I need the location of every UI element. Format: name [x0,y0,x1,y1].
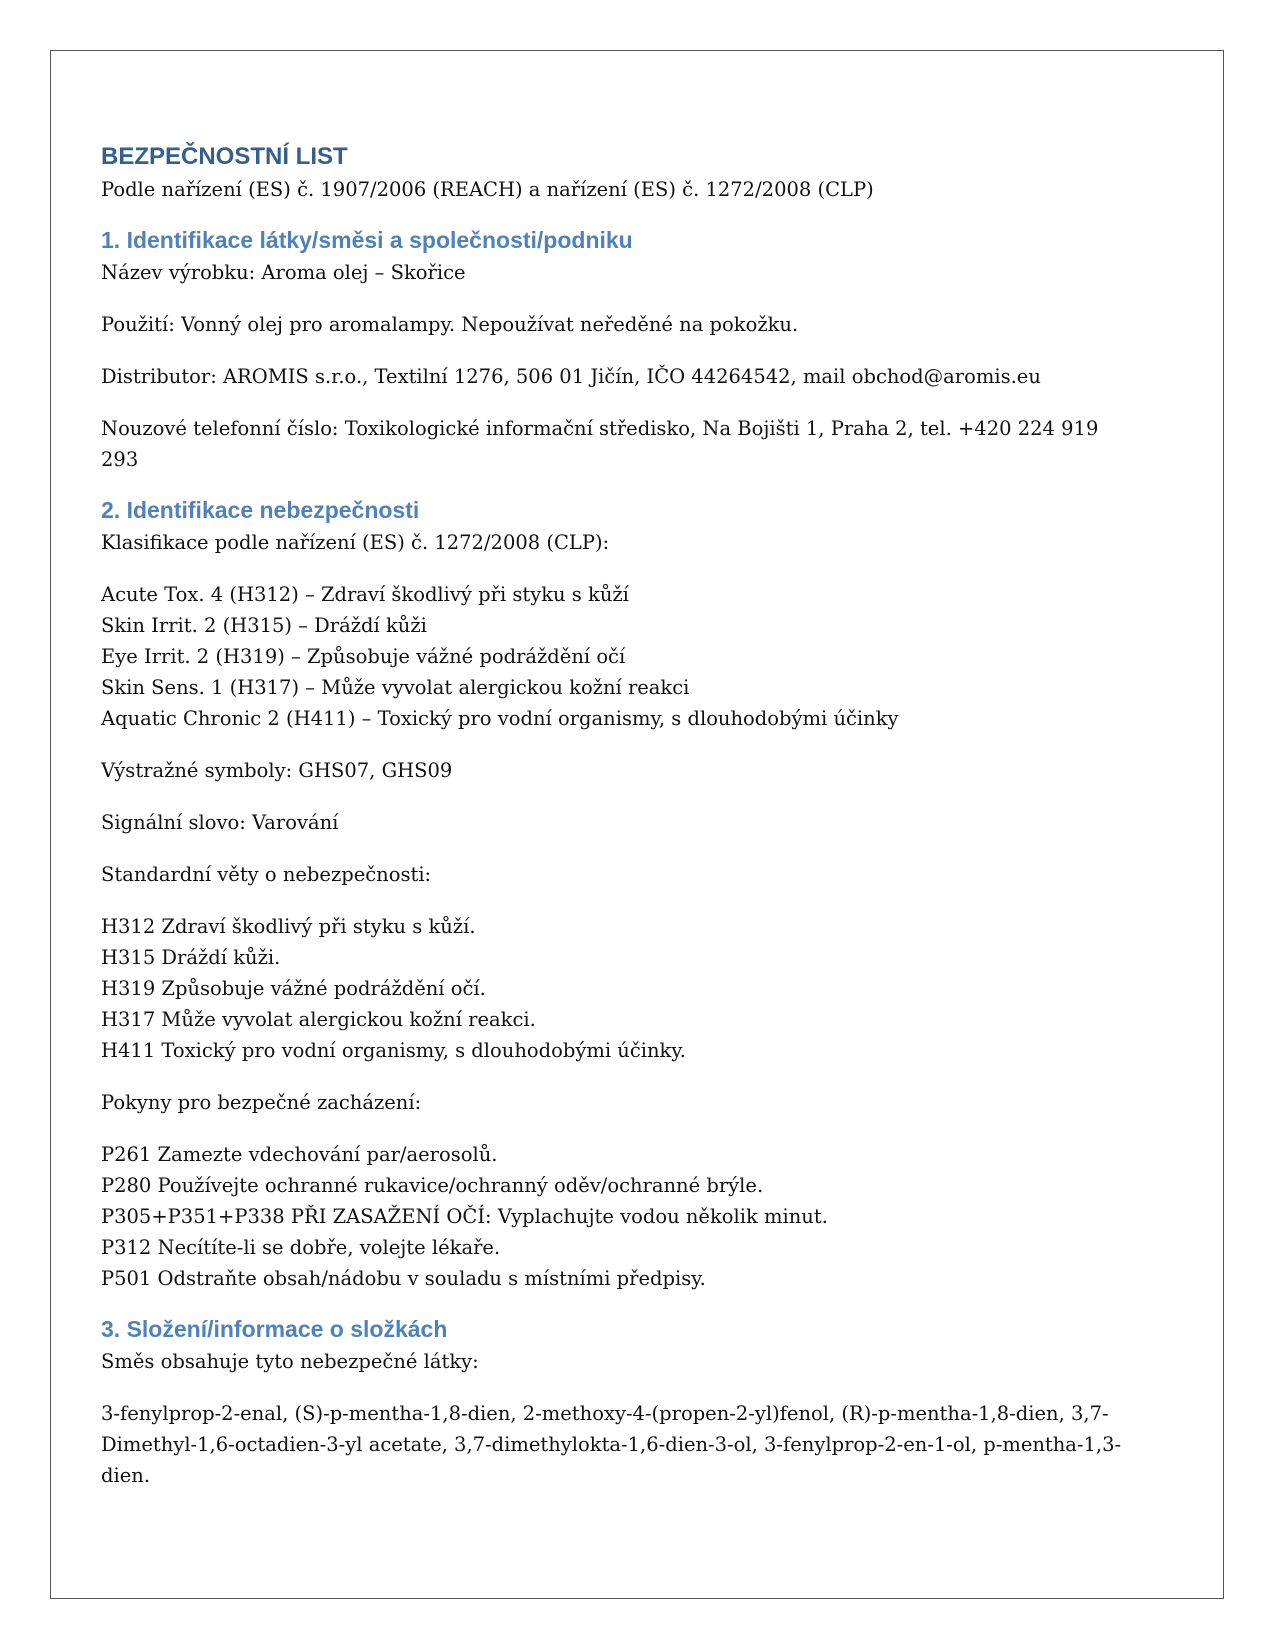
regulation-subtitle: Podle nařízení (ES) č. 1907/2006 (REACH) a nařízení (ES) č. 1272/2008 (CLP) [101,178,874,201]
h-statement: H411 Toxický pro vodní organismy, s dlouhodobými účinky. [101,1039,686,1062]
p-statement: P501 Odstraňte obsah/nádobu v souladu s místními předpisy. [101,1267,706,1290]
emergency-phone: Nouzové telefonní číslo: Toxikologické informační středisko, Na Bojišti 1, Praha 2, tel. +420 224 919 293 [101,417,1099,471]
classification-item: Acute Tox. 4 (H312) – Zdraví škodlivý při styku s kůží [101,583,629,606]
h-statements-list [101,911,1131,1066]
p-statements-list [101,1139,1131,1294]
product-name: Název výrobku: Aroma olej – Skořice [101,261,466,284]
h-statement: H312 Zdraví škodlivý při styku s kůží. [101,915,476,938]
composition-intro: Směs obsahuje tyto nebezpečné látky: [101,1350,479,1373]
p-statements-label: Pokyny pro bezpečné zacházení: [101,1091,422,1114]
h-statement: H315 Dráždí kůži. [101,946,281,969]
classification-item: Skin Irrit. 2 (H315) – Dráždí kůži [101,614,427,637]
p-statement: P312 Necítíte-li se dobře, volejte lékaře. [101,1236,501,1259]
distributor: Distributor: AROMIS s.r.o., Textilní 1276, 506 01 Jičín, IČO 44264542, mail obchod@aromis.eu [101,365,1041,388]
product-use: Použití: Vonný olej pro aromalampy. Nepoužívat neředěné na pokožku. [101,313,799,336]
document-content [101,140,1131,1512]
substances-list: 3-fenylprop-2-enal, (S)-p-mentha-1,8-dien, 2-methoxy-4-(propen-2-yl)fenol, (R)-p-mentha-1,8-dien, 3,7-Dimethyl-1,6-octadien-3-yl acetate, 3,7-dimethylokta-1,6-dien-3-ol, 3-fenylprop-2-en-1-ol, p-mentha-1,3-dien. [101,1402,1122,1487]
classification-item: Aquatic Chronic 2 (H411) – Toxický pro vodní organismy, s dlouhodobými účinky [101,707,899,730]
hazard-symbols: Výstražné symboly: GHS07, GHS09 [101,759,453,782]
p-statement: P261 Zamezte vdechování par/aerosolů. [101,1143,498,1166]
classification-label: Klasifikace podle nařízení (ES) č. 1272/2008 (CLP): [101,531,610,554]
p-statement: P280 Používejte ochranné rukavice/ochranný oděv/ochranné brýle. [101,1174,764,1197]
section-1-heading: 1. Identifikace látky/směsi a společnosti/podniku [101,227,633,253]
p-statement: P305+P351+P338 PŘI ZASAŽENÍ OČÍ: Vyplachujte vodou několik minut. [101,1205,828,1228]
classification-item: Eye Irrit. 2 (H319) – Způsobuje vážné podráždění očí [101,645,626,668]
signal-word: Signální slovo: Varování [101,811,339,834]
document-title: BEZPEČNOSTNÍ LIST [101,143,348,170]
h-statement: H317 Může vyvolat alergickou kožní reakci. [101,1008,536,1031]
section-3-heading: 3. Složení/informace o složkách [101,1316,448,1342]
classification-item: Skin Sens. 1 (H317) – Může vyvolat alergickou kožní reakci [101,676,690,699]
classification-list [101,579,1131,734]
h-statement: H319 Způsobuje vážné podráždění očí. [101,977,486,1000]
section-2-heading: 2. Identifikace nebezpečnosti [101,497,420,523]
h-statements-label: Standardní věty o nebezpečnosti: [101,863,432,886]
